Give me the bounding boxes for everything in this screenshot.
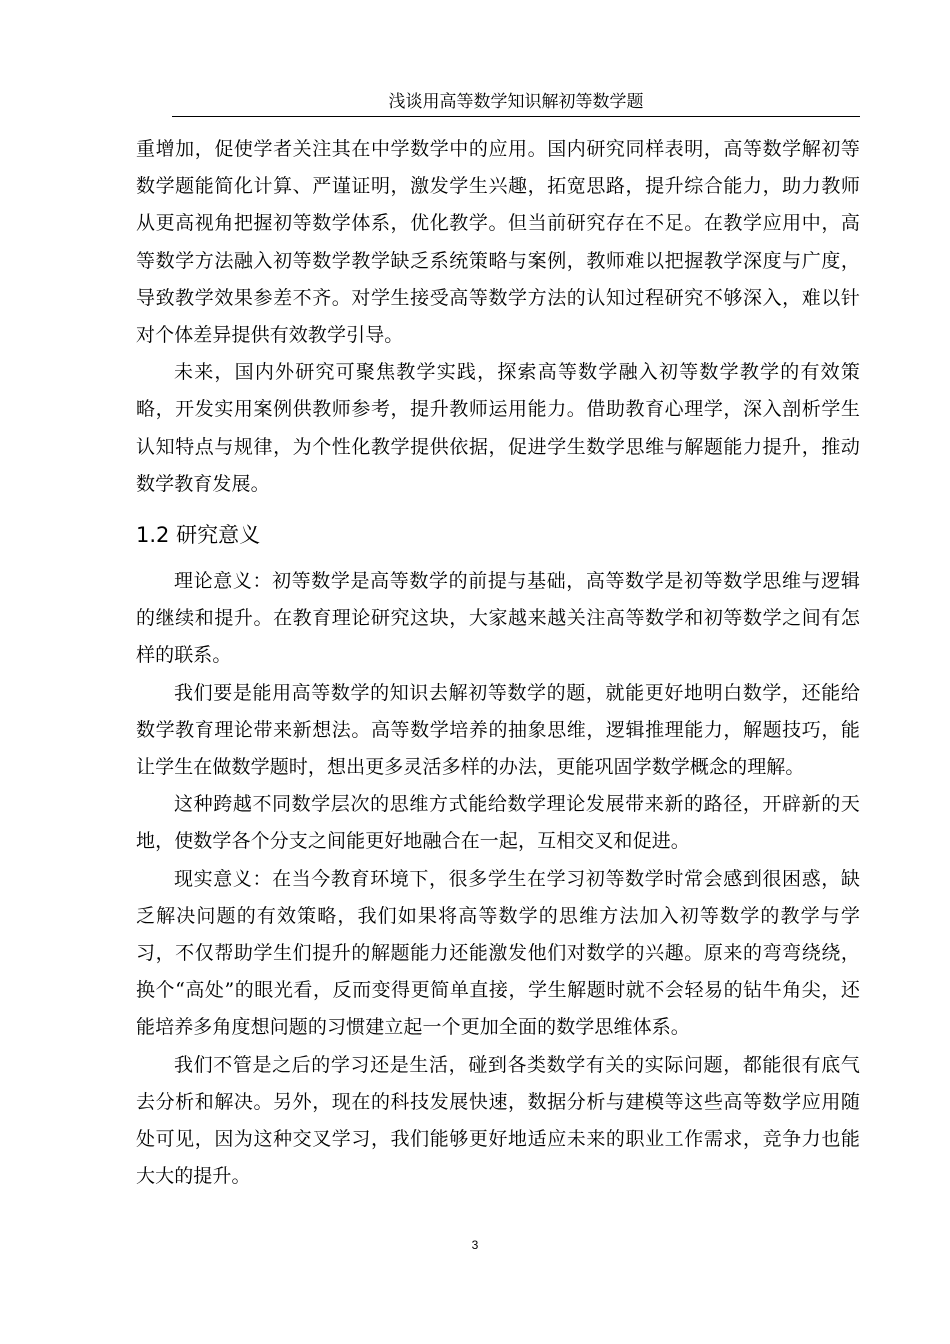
paragraph-theoretical-significance: 理论意义：初等数学是高等数学的前提与基础，高等数学是初等数学思维与逻辑的继续和提升。在教育理论研究这块，大家越来越关注高等数学和初等数学之间有怎样的联系。 (136, 570, 860, 667)
page-number: 3 (471, 1238, 479, 1252)
section-heading: 1.2 研究意义 (136, 523, 261, 548)
running-header (172, 90, 860, 117)
paragraph-future-research: 未来，国内外研究可聚焦教学实践，探索高等数学融入初等数学教学的有效策略，开发实用案例供教师参考，提升教师运用能力。借助教育心理学，深入剖析学生认知特点与规律，为个性化教学提供依据，促进学生数学思维与解题能力提升，推动数学教育发展。 (136, 361, 860, 495)
document-body (136, 131, 860, 1195)
paragraph-future-application: 我们不管是之后的学习还是生活，碰到各类数学有关的实际问题，都能很有底气去分析和解决。另外，现在的科技发展快速，数据分析与建模等这些高等数学应用随处可见，因为这种交叉学习，我们能够更好地适应未来的职业工作需求，竞争力也能大大的提升。 (136, 1053, 860, 1188)
paragraph-cross-level-thinking: 这种跨越不同数学层次的思维方式能给数学理论发展带来新的路径，开辟新的天地，使数学各个分支之间能更好地融合在一起，互相交叉和促进。 (136, 793, 860, 853)
paragraph-practical-significance: 现实意义：在当今教育环境下，很多学生在学习初等数学时常会感到很困惑，缺乏解决问题的有效策略，我们如果将高等数学的思维方法加入初等数学的教学与学习，不仅帮助学生们提升的解题能力还能激发他们对数学的兴趣。原来的弯弯绕绕，换个“高处”的眼光看，反而变得更简单直接，学生解题时就不会轻易的钻牛角尖，还能培养多角度想问题的习惯建立起一个更加全面的数学思维体系。 (136, 867, 860, 1039)
paragraph-new-ideas: 我们要是能用高等数学的知识去解初等数学的题，就能更好地明白数学，还能给数学教育理论带来新想法。高等数学培养的抽象思维，逻辑推理能力，解题技巧，能让学生在做数学题时，想出更多灵活多样的办法，更能巩固学数学概念的理解。 (136, 681, 860, 779)
paragraph-continuation: 重增加，促使学者关注其在中学数学中的应用。国内研究同样表明，高等数学解初等数学题能简化计算、严谨证明，激发学生兴趣，拓宽思路，提升综合能力，助力教师从更高视角把握初等数学体系，优化教学。但当前研究存在不足。在教学应用中，高等数学方法融入初等数学教学缺乏系统策略与案例，教师难以把握教学深度与广度，导致教学效果参差不齐。对学生接受高等数学方法的认知过程研究不够深入，难以针对个体差异提供有效教学引导。 (136, 138, 860, 347)
running-header-title: 浅谈用高等数学知识解初等数学题 (388, 92, 644, 112)
